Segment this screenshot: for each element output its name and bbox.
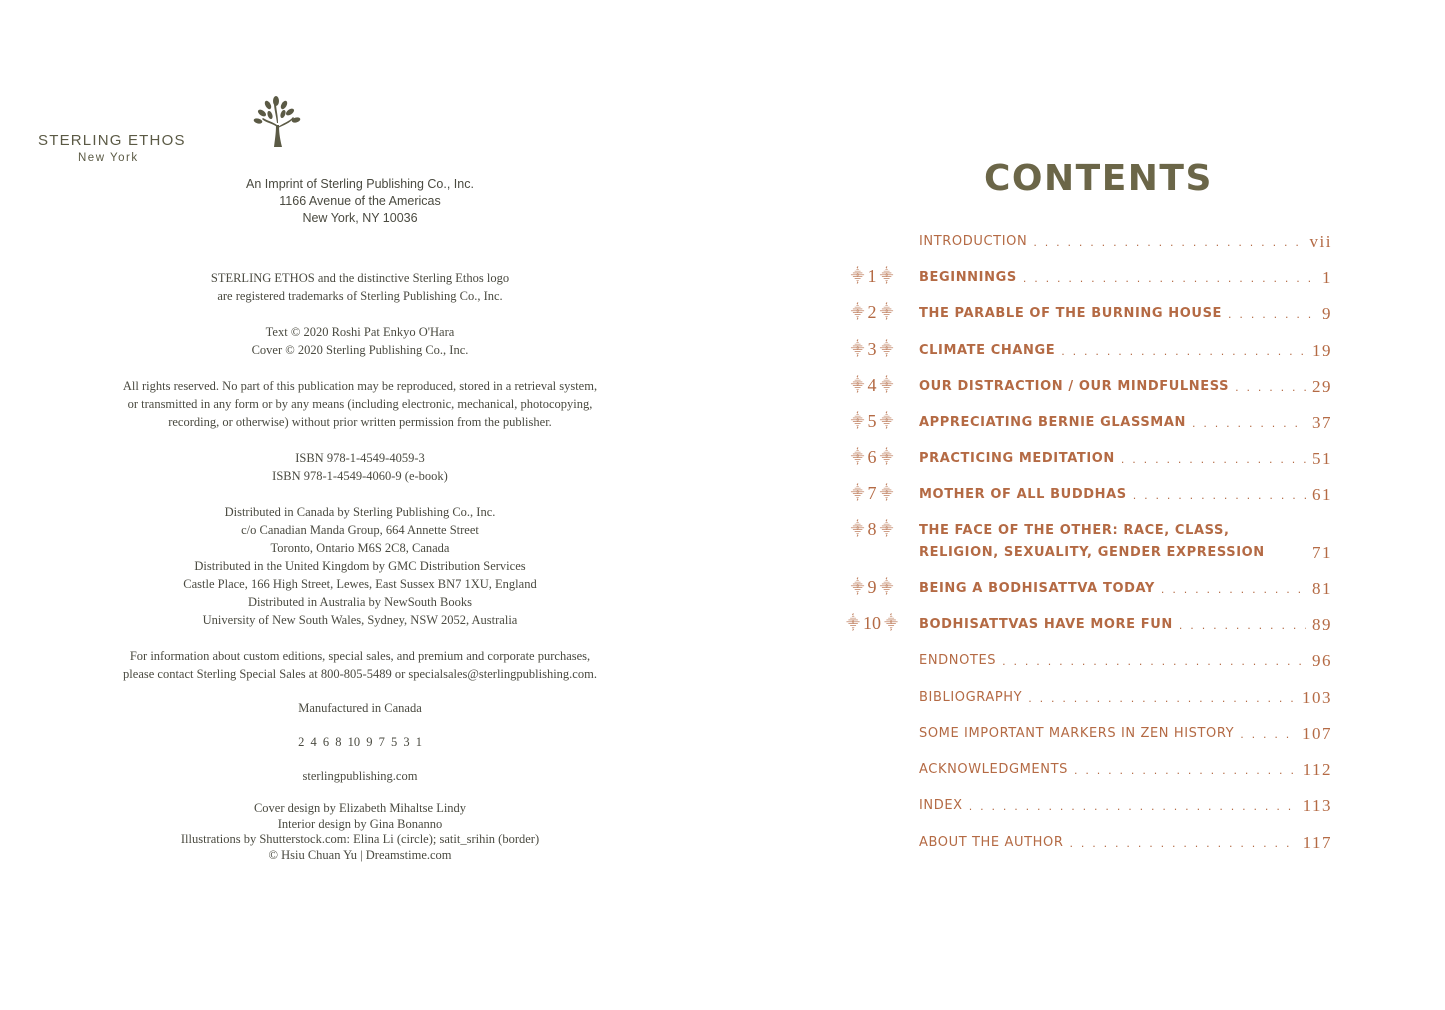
- ornament-left-icon: ⸎: [850, 579, 868, 594]
- toc-entry-title: ENDNOTES: [919, 653, 997, 668]
- chapter-marker: [842, 446, 902, 468]
- chapter-marker: [842, 301, 902, 323]
- text-line: Distributed in the United Kingdom by GMC Distribution Services: [194, 559, 526, 573]
- toc-entry-title: THE FACE OF THE OTHER: RACE, CLASS, RELIGION, SEXUALITY, GENDER EXPRESSION: [919, 523, 1265, 560]
- toc-entry-line: [919, 482, 1332, 506]
- toc-entry: [842, 648, 1332, 672]
- ornament-right-icon: ⸎: [881, 615, 898, 630]
- toc-entry: [842, 576, 1332, 600]
- toc-entry-title: BODHISATTVAS HAVE MORE FUN: [919, 617, 1173, 632]
- toc-page-number: 117: [1302, 833, 1332, 852]
- chapter-marker: [842, 482, 902, 504]
- toc-entry: [842, 685, 1332, 709]
- ornament-left-icon: ⸎: [850, 268, 868, 283]
- chapter-marker: [842, 265, 902, 287]
- toc-entry: [842, 410, 1332, 434]
- dot-leader: [1192, 414, 1306, 434]
- toc-entry-line: [919, 410, 1332, 434]
- toc-entry-line: [919, 612, 1332, 636]
- chapter-marker: [842, 338, 902, 360]
- dot-leader: [1305, 544, 1306, 564]
- imprint-line: An Imprint of Sterling Publishing Co., Inc.: [246, 177, 474, 191]
- imprint-address: [110, 176, 610, 227]
- chapter-marker: [842, 410, 902, 432]
- toc-entry: [842, 229, 1332, 253]
- chapter-marker: [842, 518, 902, 540]
- dot-leader: [1061, 342, 1306, 362]
- ornament-right-icon: ⸎: [876, 413, 894, 428]
- publisher-logo: [252, 95, 472, 170]
- toc-entry-line: [919, 576, 1332, 600]
- toc-page-number: 103: [1302, 688, 1332, 707]
- chapter-number: 6: [867, 447, 877, 467]
- toc-entry-title: INTRODUCTION: [919, 234, 1028, 249]
- toc-entry-line: [919, 446, 1332, 470]
- text-line: For information about custom editions, special sales, and premium and corporate purchases,: [129, 649, 591, 663]
- ornament-left-icon: ⸎: [850, 521, 868, 536]
- toc-page-number: vii: [1309, 232, 1332, 251]
- ornament-right-icon: ⸎: [876, 485, 894, 500]
- toc-entry: [842, 793, 1332, 817]
- dot-leader: [1235, 378, 1306, 398]
- dot-leader: [1228, 305, 1316, 325]
- toc-entry-line: [919, 229, 1332, 253]
- isbn-block: [90, 449, 630, 485]
- dot-leader: [1023, 269, 1316, 289]
- text-line: STERLING ETHOS and the distinctive Sterling Ethos logo: [210, 271, 510, 285]
- text-line: Cover design by Elizabeth Mihaltse Lindy: [253, 801, 467, 815]
- toc-page-number: 9: [1322, 304, 1332, 323]
- imprint-line: 1166 Avenue of the Americas: [279, 194, 441, 208]
- toc-entry: [842, 721, 1332, 745]
- toc-page-number: 19: [1312, 341, 1332, 360]
- chapter-marker: [842, 374, 902, 396]
- toc-entry: [842, 374, 1332, 398]
- tree-icon: [252, 95, 302, 147]
- ornament-left-icon: ⸎: [850, 485, 868, 500]
- toc-entry: [842, 612, 1332, 636]
- toc-page-number: 113: [1302, 796, 1332, 815]
- toc-page-number: 81: [1312, 579, 1332, 598]
- toc-entry-line: [919, 793, 1332, 817]
- publisher-logo-city: New York: [78, 152, 139, 164]
- ornament-left-icon: ⸎: [850, 377, 868, 392]
- chapter-number: 8: [867, 519, 877, 539]
- toc-page-number: 37: [1312, 413, 1332, 432]
- toc-entry-line: [919, 338, 1332, 362]
- toc-entry-line: [919, 757, 1332, 781]
- toc-page-number: 61: [1312, 485, 1332, 504]
- dot-leader: [1121, 450, 1306, 470]
- printing-line: [90, 733, 630, 751]
- chapter-marker: [842, 612, 902, 634]
- toc-entry-title: ACKNOWLEDGMENTS: [919, 762, 1068, 777]
- toc-entry-title: ABOUT THE AUTHOR: [919, 835, 1064, 850]
- toc-entry-title: THE PARABLE OF THE BURNING HOUSE: [919, 306, 1223, 321]
- trademark-notice: [90, 269, 630, 305]
- toc-entry-line: [919, 685, 1332, 709]
- dot-leader: [969, 797, 1297, 817]
- toc-entry-title: BIBLIOGRAPHY: [919, 690, 1023, 705]
- ornament-right-icon: ⸎: [876, 449, 894, 464]
- ornament-left-icon: ⸎: [850, 341, 868, 356]
- website-link: sterlingpublishing.com: [302, 769, 418, 783]
- chapter-number: 7: [867, 483, 877, 503]
- toc-entry: [842, 301, 1332, 325]
- text-line: Manufactured in Canada: [298, 701, 422, 715]
- dot-leader: [1028, 689, 1296, 709]
- text-line: Illustrations by Shutterstock.com: Elina Li (circle); satit_srihin (border): [180, 832, 540, 846]
- chapter-number: 9: [867, 577, 877, 597]
- toc-page-number: 29: [1312, 377, 1332, 396]
- toc-page-number: 112: [1302, 760, 1332, 779]
- text-line: Cover © 2020 Sterling Publishing Co., Inc.: [251, 343, 469, 357]
- manufactured-line: [90, 699, 630, 717]
- text-line: Interior design by Gina Bonanno: [277, 816, 443, 831]
- ornament-right-icon: ⸎: [876, 341, 894, 356]
- ornament-right-icon: ⸎: [876, 579, 894, 594]
- chapter-number: 5: [867, 411, 877, 431]
- text-line: recording, or otherwise) without prior written permission from the publisher.: [168, 415, 552, 429]
- text-line: please contact Sterling Special Sales at 800-805-5489 or specialsales@sterlingpublishing.com.: [123, 667, 597, 681]
- toc-page-number: 96: [1312, 651, 1332, 670]
- text-line: Distributed in Australia by NewSouth Books: [248, 595, 472, 609]
- toc-entry-title: APPRECIATING BERNIE GLASSMAN: [919, 415, 1186, 430]
- toc-entry: [842, 830, 1332, 854]
- toc-page-number: 1: [1322, 268, 1332, 287]
- isbn-line: ISBN 978-1-4549-4059-3: [295, 451, 425, 465]
- toc-entry-line: [919, 265, 1332, 289]
- chapter-marker: [842, 576, 902, 598]
- text-line: or transmitted in any form or by any means (including electronic, mechanical, photocopying,: [127, 397, 593, 411]
- toc-page-number: 107: [1302, 724, 1332, 743]
- toc-entry-line: [919, 830, 1332, 854]
- toc-entry: [842, 446, 1332, 470]
- dot-leader: [1074, 761, 1297, 781]
- ornament-left-icon: ⸎: [850, 304, 868, 319]
- toc-entry: [842, 757, 1332, 781]
- toc-entry-line: [919, 721, 1332, 745]
- toc-entry-line: [919, 518, 1332, 564]
- text-line: Castle Place, 166 High Street, Lewes, East Sussex BN7 1XU, England: [183, 577, 537, 591]
- website-line: [90, 767, 630, 785]
- credits-block: [90, 801, 630, 863]
- sales-block: [90, 647, 630, 683]
- toc-entry-title: OUR DISTRACTION / OUR MINDFULNESS: [919, 379, 1230, 394]
- chapter-number: 10: [863, 613, 881, 633]
- text-line: Text © 2020 Roshi Pat Enkyo O'Hara: [265, 325, 455, 339]
- toc-entry-title: CLIMATE CHANGE: [919, 343, 1056, 358]
- text-line: University of New South Wales, Sydney, NSW 2052, Australia: [202, 613, 518, 627]
- text-line: © Hsiu Chuan Yu | Dreamstime.com: [268, 847, 452, 862]
- chapter-number: 4: [867, 375, 877, 395]
- ornament-right-icon: ⸎: [876, 521, 894, 536]
- rights-notice: [90, 377, 630, 431]
- dot-leader: [1133, 486, 1306, 506]
- copyright-page: [0, 0, 722, 1010]
- legal-text: [90, 269, 630, 881]
- text-line: are registered trademarks of Sterling Publishing Co., Inc.: [217, 289, 503, 303]
- text-line: All rights reserved. No part of this publication may be reproduced, stored in a retrieval system,: [122, 379, 598, 393]
- imprint-line: New York, NY 10036: [302, 211, 418, 225]
- toc-page-number: 51: [1312, 449, 1332, 468]
- toc-entry-title: BEGINNINGS: [919, 270, 1017, 285]
- contents-page: [722, 0, 1445, 1010]
- dot-leader: [1240, 725, 1296, 745]
- dot-leader: [1161, 580, 1306, 600]
- ornament-left-icon: ⸎: [846, 615, 863, 630]
- ornament-right-icon: ⸎: [876, 304, 894, 319]
- chapter-number: 2: [867, 302, 877, 322]
- ornament-right-icon: ⸎: [876, 377, 894, 392]
- toc-entry: [842, 482, 1332, 506]
- dot-leader: [1179, 616, 1306, 636]
- toc-entry-line: [919, 648, 1332, 672]
- toc-entry-title: MOTHER OF ALL BUDDHAS: [919, 487, 1127, 502]
- isbn-line: ISBN 978-1-4549-4060-9 (e-book): [272, 469, 448, 483]
- text-line: 2 4 6 8 10 9 7 5 3 1: [298, 735, 422, 749]
- toc-entry-title: INDEX: [919, 798, 963, 813]
- toc-entry: [842, 338, 1332, 362]
- ornament-right-icon: ⸎: [876, 268, 894, 283]
- dot-leader: [1002, 652, 1306, 672]
- ornament-left-icon: ⸎: [850, 413, 868, 428]
- chapter-number: 3: [867, 339, 877, 359]
- toc-entry-title: PRACTICING MEDITATION: [919, 451, 1115, 466]
- dot-leader: [1069, 834, 1296, 854]
- toc-entry: [842, 265, 1332, 289]
- dot-leader: [1033, 233, 1303, 253]
- chapter-number: 1: [867, 266, 877, 286]
- toc-entry: [842, 518, 1332, 564]
- contents-heading: CONTENTS: [984, 158, 1213, 199]
- toc-page-number: 71: [1312, 543, 1332, 562]
- toc-entry-title: SOME IMPORTANT MARKERS IN ZEN HISTORY: [919, 726, 1235, 741]
- toc-entry-line: [919, 374, 1332, 398]
- distribution-block: [90, 503, 630, 629]
- text-line: Distributed in Canada by Sterling Publishing Co., Inc.: [224, 505, 496, 519]
- text-line: Toronto, Ontario M6S 2C8, Canada: [270, 541, 450, 555]
- ornament-left-icon: ⸎: [850, 449, 868, 464]
- publisher-logo-name: STERLING ETHOS: [38, 132, 186, 149]
- toc-entry-line: [919, 301, 1332, 325]
- copyright-notice: [90, 323, 630, 359]
- text-line: c/o Canadian Manda Group, 664 Annette Street: [241, 523, 479, 537]
- toc-page-number: 89: [1312, 615, 1332, 634]
- toc-entry-title: BEING A BODHISATTVA TODAY: [919, 581, 1155, 596]
